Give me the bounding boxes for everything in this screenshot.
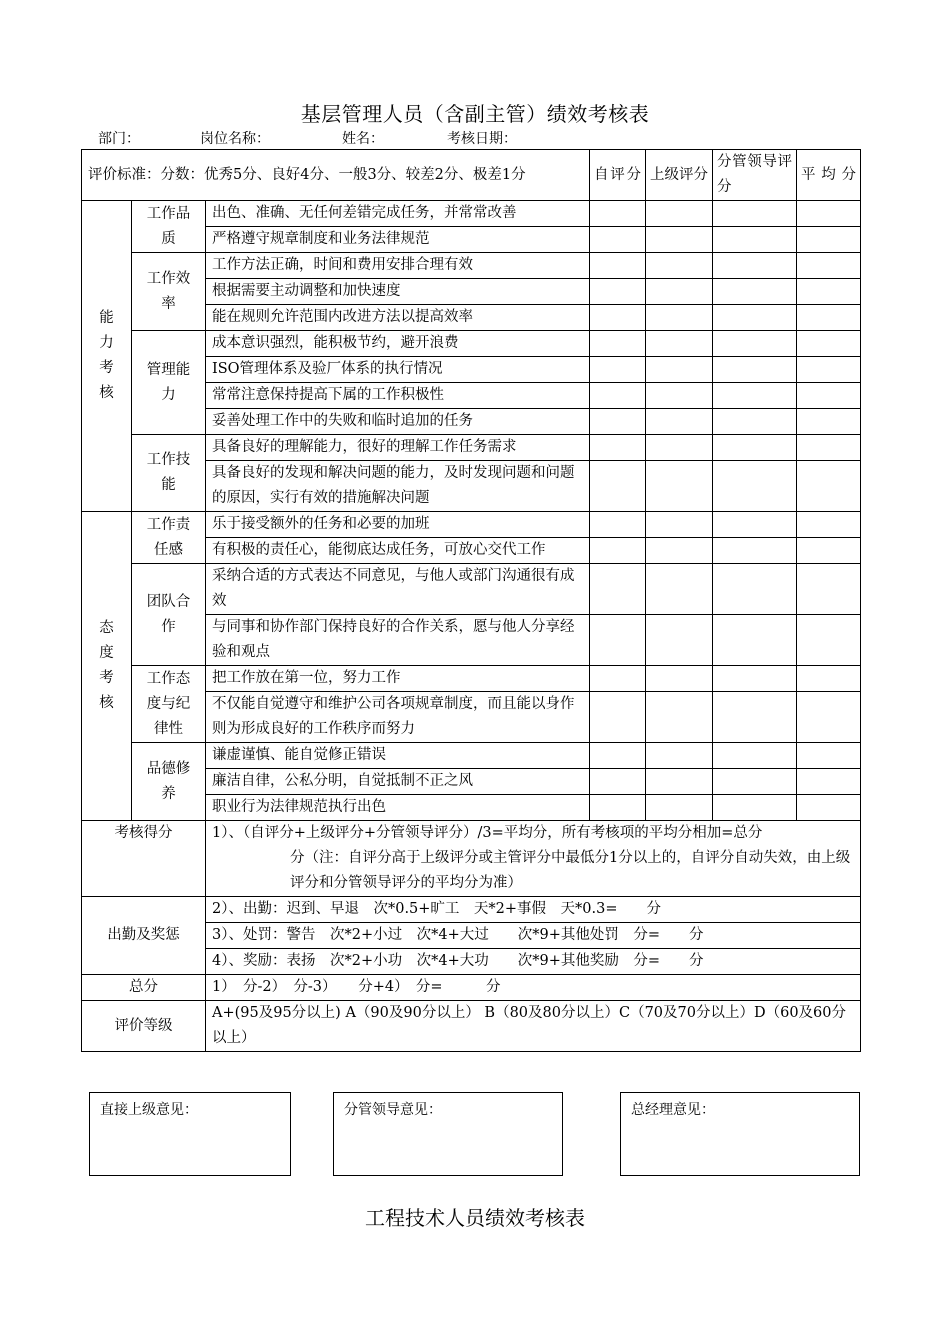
superior-score-cell[interactable] <box>646 331 713 357</box>
grade-label: 评价等级 <box>82 1001 206 1052</box>
criteria-header: 评价标准：分数：优秀5分、良好4分、一般3分、较差2分、极差1分 <box>82 150 590 201</box>
superior-score-cell[interactable] <box>646 795 713 821</box>
criterion-text: 具备良好的理解能力，很好的理解工作任务需求 <box>206 435 590 461</box>
average-cell[interactable] <box>797 615 861 666</box>
self-score-cell[interactable] <box>590 769 646 795</box>
ability-group-name: 管理能 力 <box>132 331 206 435</box>
score-note: 分（注：自评分高于上级评分或主管评分中最低分1分以上的，自评分自动失效，由上级评分和分管领导评分的平均分为准） <box>290 850 851 891</box>
total-label: 总分 <box>82 975 206 1001</box>
leader-score-cell[interactable] <box>713 201 797 227</box>
criterion-text: 不仅能自觉遵守和维护公司各项规章制度，而且能以身作则为形成良好的工作秩序而努力 <box>206 692 590 743</box>
leader-score-cell[interactable] <box>713 666 797 692</box>
average-cell[interactable] <box>797 795 861 821</box>
leader-score-cell[interactable] <box>713 743 797 769</box>
ability-category-label: 能 力 考 核 <box>82 201 132 512</box>
self-score-cell[interactable] <box>590 383 646 409</box>
self-score-cell[interactable] <box>590 331 646 357</box>
average-header: 平均分 <box>797 150 861 201</box>
criterion-text: 廉洁自律，公私分明，自觉抵制不正之风 <box>206 769 590 795</box>
criterion-text: 有积极的责任心，能彻底达成任务，可放心交代工作 <box>206 538 590 564</box>
average-cell[interactable] <box>797 512 861 538</box>
average-cell[interactable] <box>797 201 861 227</box>
criterion-text: 常常注意保持提高下属的工作积极性 <box>206 383 590 409</box>
attitude-group-name: 团队合 作 <box>132 564 206 666</box>
grade-text: A+(95及95分以上) A（90及90分以上） B（80及80分以上）C（70及70分以上）D（60及60分以上） <box>206 1001 861 1052</box>
average-cell[interactable] <box>797 538 861 564</box>
criterion-text: 与同事和协作部门保持良好的合作关系，愿与他人分享经验和观点 <box>206 615 590 666</box>
leader-score-cell[interactable] <box>713 253 797 279</box>
superior-score-cell[interactable] <box>646 383 713 409</box>
average-cell[interactable] <box>797 769 861 795</box>
attendance-line: 2）、出勤：迟到、早退 次*0.5+旷工 天*2+事假 天*0.3= 分 <box>206 897 861 923</box>
average-cell[interactable] <box>797 461 861 512</box>
self-score-cell[interactable] <box>590 743 646 769</box>
leader-score-cell[interactable] <box>713 615 797 666</box>
leader-score-cell[interactable] <box>713 305 797 331</box>
leader-score-cell[interactable] <box>713 435 797 461</box>
leader-score-cell[interactable] <box>713 331 797 357</box>
leader-score-cell[interactable] <box>713 227 797 253</box>
penalty-line: 3）、处罚：警告 次*2+小过 次*4+大过 次*9+其他处罚 分= 分 <box>206 923 861 949</box>
criterion-text: 出色、准确、无任何差错完成任务，并常常改善 <box>206 201 590 227</box>
average-cell[interactable] <box>797 564 861 615</box>
criterion-text: 妥善处理工作中的失败和临时追加的任务 <box>206 409 590 435</box>
attitude-group-name: 工作态 度与纪 律性 <box>132 666 206 743</box>
superior-score-header: 上级评分 <box>646 150 713 201</box>
average-cell[interactable] <box>797 279 861 305</box>
superior-score-cell[interactable] <box>646 201 713 227</box>
gm-opinion-label: 总经理意见： <box>631 1102 715 1118</box>
self-score-cell[interactable] <box>590 305 646 331</box>
self-score-cell[interactable] <box>590 512 646 538</box>
self-score-cell[interactable] <box>590 538 646 564</box>
leader-score-cell[interactable] <box>713 409 797 435</box>
evaluation-table <box>81 149 861 1052</box>
average-cell[interactable] <box>797 331 861 357</box>
self-score-cell[interactable] <box>590 227 646 253</box>
criterion-text: 具备良好的发现和解决问题的能力，及时发现问题和问题的原因，实行有效的措施解决问题 <box>206 461 590 512</box>
leader-opinion-label: 分管领导意见： <box>344 1102 442 1118</box>
superior-score-cell[interactable] <box>646 615 713 666</box>
self-score-cell[interactable] <box>590 357 646 383</box>
self-score-cell[interactable] <box>590 435 646 461</box>
self-score-cell[interactable] <box>590 692 646 743</box>
leader-score-cell[interactable] <box>713 512 797 538</box>
superior-score-cell[interactable] <box>646 253 713 279</box>
self-score-cell[interactable] <box>590 279 646 305</box>
ability-group-name: 工作效 率 <box>132 253 206 331</box>
average-cell[interactable] <box>797 666 861 692</box>
next-form-title: 工程技术人员绩效考核表 <box>365 1206 585 1230</box>
superior-score-cell[interactable] <box>646 409 713 435</box>
criterion-text: 采纳合适的方式表达不同意见，与他人或部门沟通很有成效 <box>206 564 590 615</box>
superior-score-cell[interactable] <box>646 357 713 383</box>
score-section-label: 考核得分 <box>82 821 206 897</box>
criterion-text: 乐于接受额外的任务和必要的加班 <box>206 512 590 538</box>
ability-group-name: 工作品 质 <box>132 201 206 253</box>
average-cell[interactable] <box>797 435 861 461</box>
score-formula: 1）、（自评分+上级评分+分管领导评分）/3=平均分，所有考核项的平均分相加=总分 <box>212 825 763 841</box>
self-score-cell[interactable] <box>590 564 646 615</box>
leader-score-cell[interactable] <box>713 357 797 383</box>
superior-score-cell[interactable] <box>646 227 713 253</box>
criterion-text: ISO管理体系及验厂体系的执行情况 <box>206 357 590 383</box>
dept-label: 部门： <box>98 131 140 147</box>
reward-line: 4）、奖励：表扬 次*2+小功 次*4+大功 次*9+其他奖励 分= 分 <box>206 949 861 975</box>
criterion-text: 严格遵守规章制度和业务法律规范 <box>206 227 590 253</box>
superior-score-cell[interactable] <box>646 279 713 305</box>
superior-score-cell[interactable] <box>646 769 713 795</box>
attitude-group-name: 工作责 任感 <box>132 512 206 564</box>
average-cell[interactable] <box>797 743 861 769</box>
average-cell[interactable] <box>797 305 861 331</box>
superior-score-cell[interactable] <box>646 538 713 564</box>
leader-score-cell[interactable] <box>713 795 797 821</box>
criterion-text: 成本意识强烈，能积极节约，避开浪费 <box>206 331 590 357</box>
total-formula: 1） 分-2） 分-3） 分+4） 分= 分 <box>206 975 861 1001</box>
leader-score-header: 分管领导评分 <box>713 150 797 201</box>
self-score-cell[interactable] <box>590 253 646 279</box>
direct-superior-opinion-box[interactable] <box>89 1092 291 1176</box>
leader-opinion-box[interactable] <box>333 1092 563 1176</box>
criterion-text: 能在规则允许范围内改进方法以提高效率 <box>206 305 590 331</box>
average-cell[interactable] <box>797 383 861 409</box>
self-score-cell[interactable] <box>590 201 646 227</box>
date-label: 考核日期： <box>447 131 517 147</box>
self-score-cell[interactable] <box>590 666 646 692</box>
superior-score-cell[interactable] <box>646 512 713 538</box>
leader-score-cell[interactable] <box>713 461 797 512</box>
criterion-text: 把工作放在第一位，努力工作 <box>206 666 590 692</box>
average-cell[interactable] <box>797 409 861 435</box>
self-score-cell[interactable] <box>590 461 646 512</box>
direct-superior-opinion-label: 直接上级意见： <box>100 1102 198 1118</box>
ability-group-name: 工作技 能 <box>132 435 206 512</box>
average-cell[interactable] <box>797 692 861 743</box>
name-label: 姓名： <box>342 131 384 147</box>
leader-score-cell[interactable] <box>713 538 797 564</box>
self-score-cell[interactable] <box>590 409 646 435</box>
criterion-text: 根据需要主动调整和加快速度 <box>206 279 590 305</box>
position-label: 岗位名称： <box>200 131 270 147</box>
attendance-label: 出勤及奖惩 <box>82 897 206 975</box>
attitude-group-name: 品德修 养 <box>132 743 206 821</box>
leader-score-cell[interactable] <box>713 692 797 743</box>
page-title: 基层管理人员（含副主管）绩效考核表 <box>300 102 650 126</box>
superior-score-cell[interactable] <box>646 305 713 331</box>
criterion-text: 谦虚谨慎、能自觉修正错误 <box>206 743 590 769</box>
superior-score-cell[interactable] <box>646 692 713 743</box>
superior-score-cell[interactable] <box>646 564 713 615</box>
leader-score-cell[interactable] <box>713 383 797 409</box>
superior-score-cell[interactable] <box>646 435 713 461</box>
average-cell[interactable] <box>797 253 861 279</box>
average-cell[interactable] <box>797 227 861 253</box>
gm-opinion-box[interactable] <box>620 1092 860 1176</box>
self-score-cell[interactable] <box>590 795 646 821</box>
attitude-category-label: 态 度 考 核 <box>82 512 132 821</box>
leader-score-cell[interactable] <box>713 769 797 795</box>
superior-score-cell[interactable] <box>646 743 713 769</box>
superior-score-cell[interactable] <box>646 461 713 512</box>
self-score-cell[interactable] <box>590 615 646 666</box>
criterion-text: 工作方法正确，时间和费用安排合理有效 <box>206 253 590 279</box>
leader-score-cell[interactable] <box>713 564 797 615</box>
superior-score-cell[interactable] <box>646 666 713 692</box>
criterion-text: 职业行为法律规范执行出色 <box>206 795 590 821</box>
leader-score-cell[interactable] <box>713 279 797 305</box>
average-cell[interactable] <box>797 357 861 383</box>
self-score-header: 自评分 <box>590 150 646 201</box>
